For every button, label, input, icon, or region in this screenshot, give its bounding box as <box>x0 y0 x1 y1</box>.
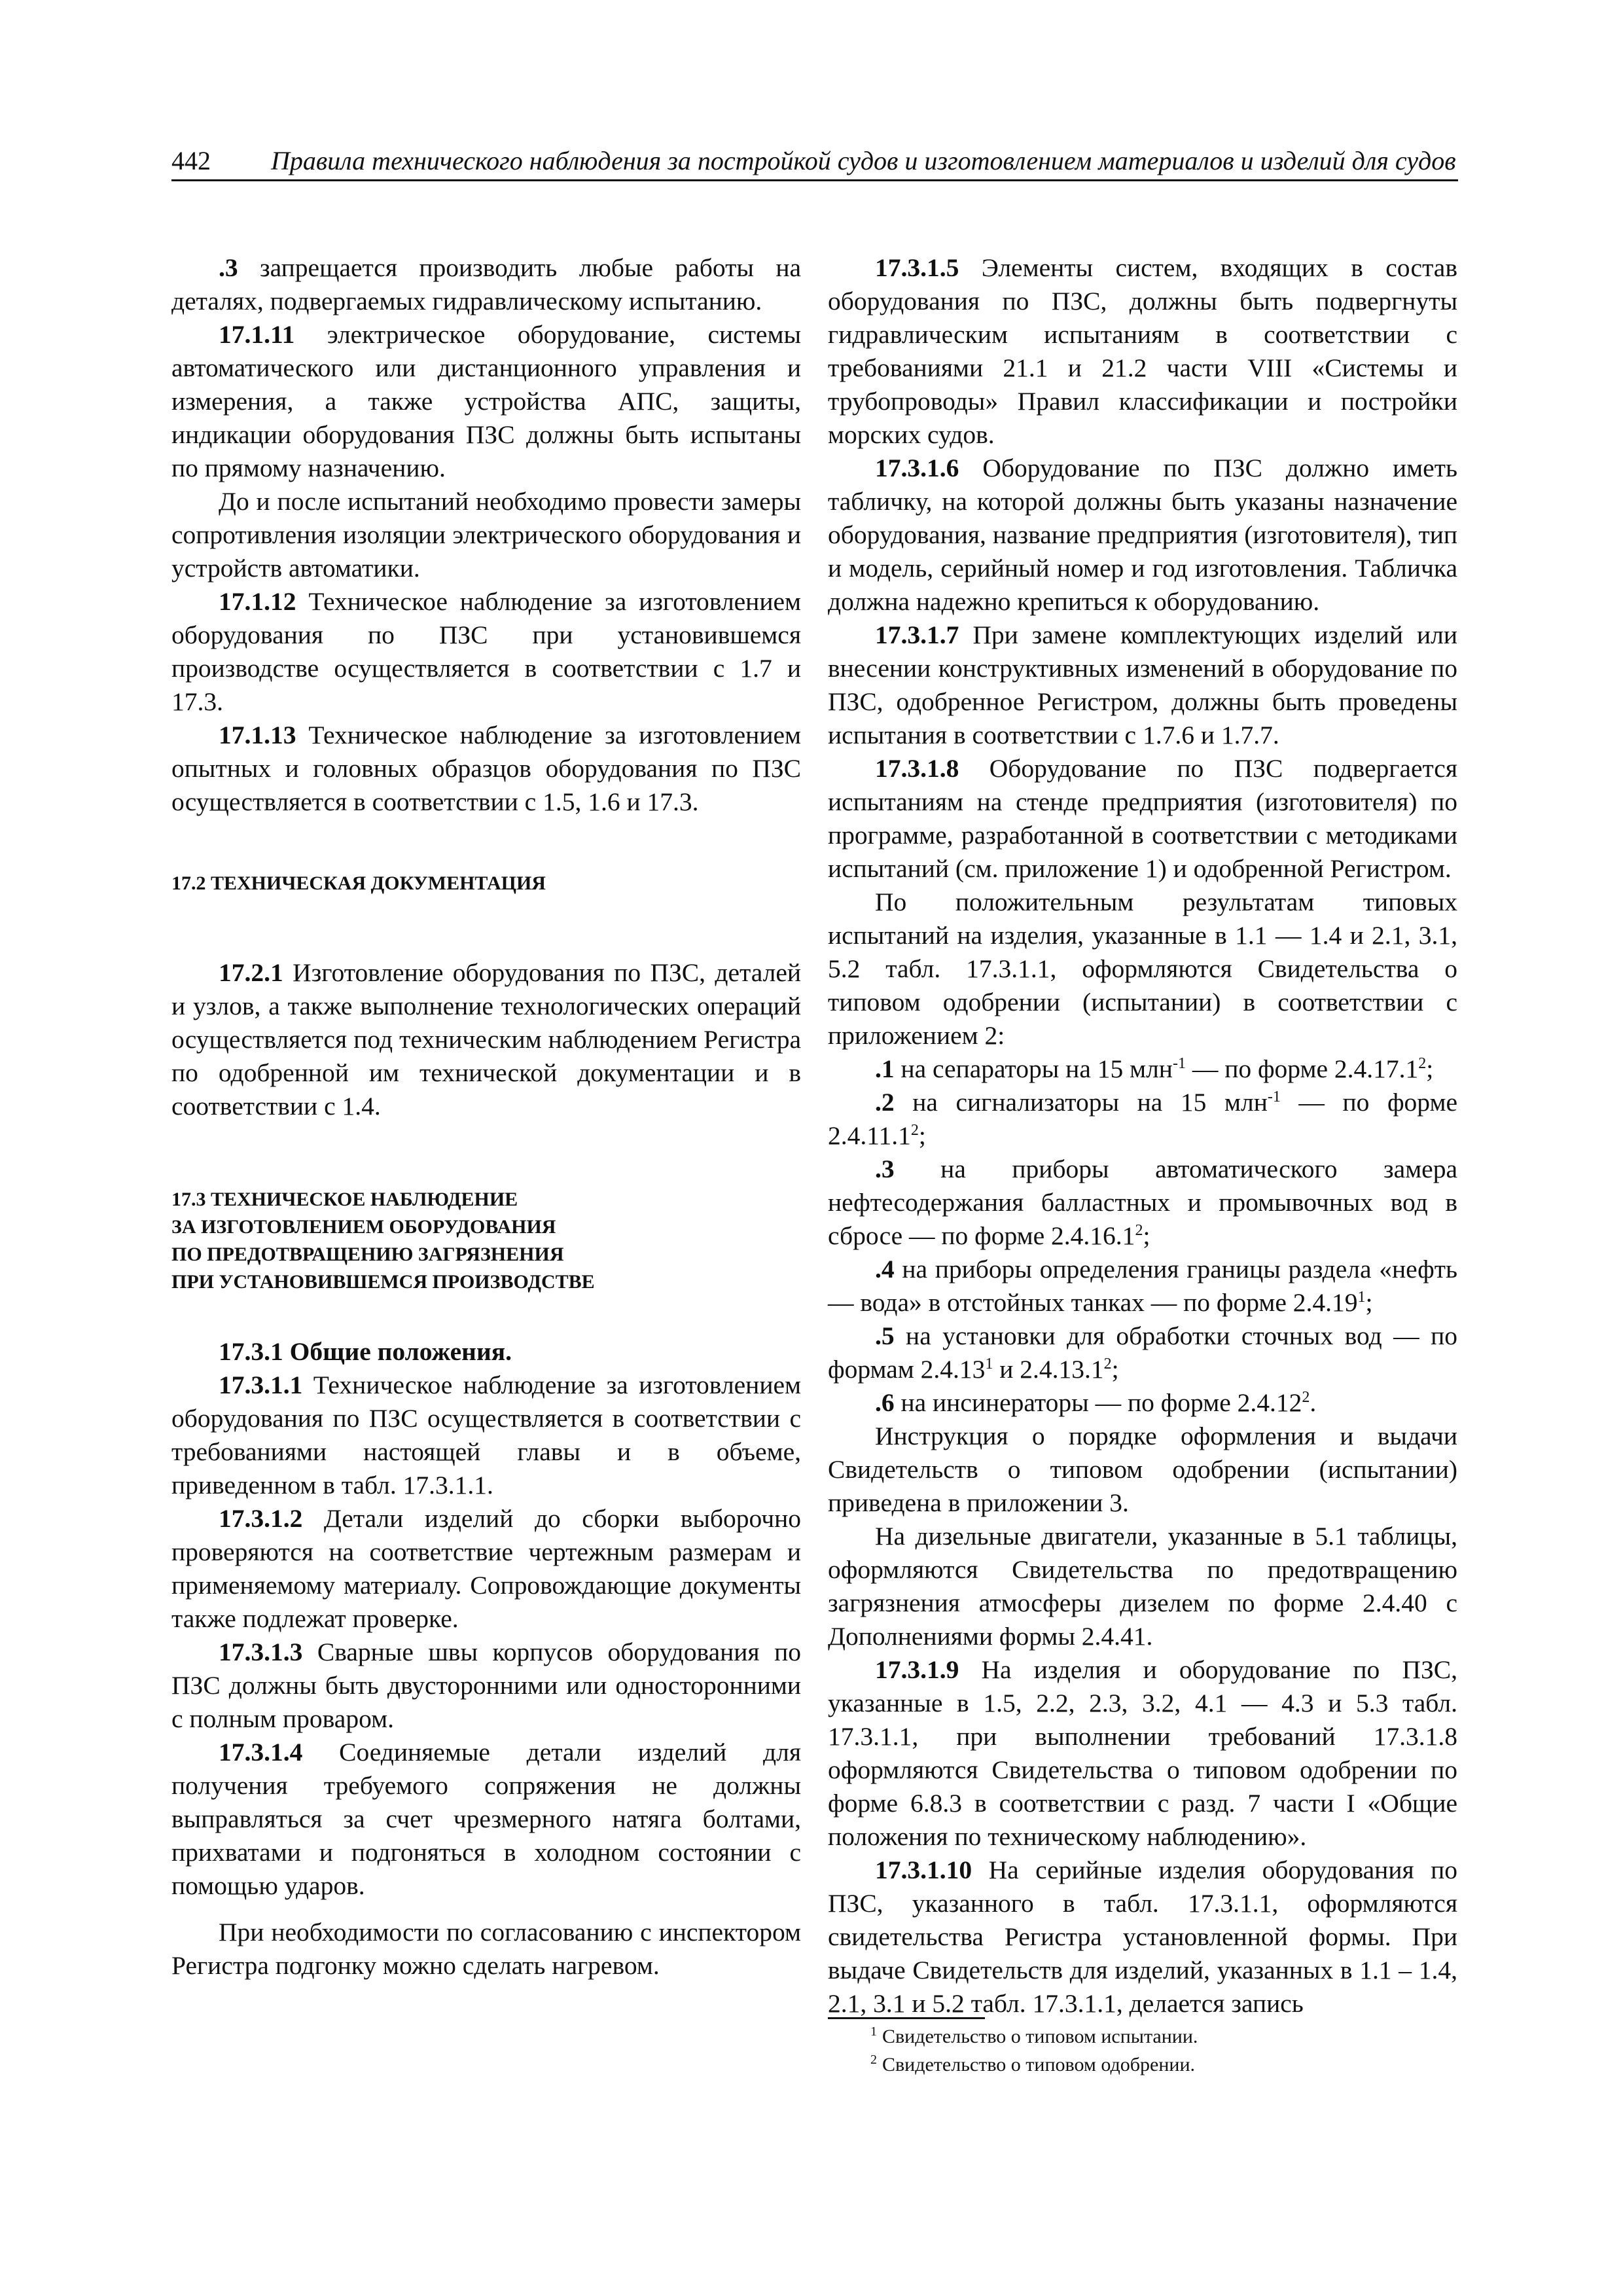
clause-number: 17.3.1.4 <box>219 1738 303 1767</box>
paragraph <box>171 251 801 318</box>
paragraph <box>828 1854 1457 2020</box>
list-text: на инсинераторы — по форме 2.4.12 <box>894 1388 1302 1417</box>
list-item <box>828 1319 1457 1386</box>
list-number: .6 <box>875 1388 895 1417</box>
section-title-line: ЗА ИЗГОТОВЛЕНИЕМ ОБОРУДОВАНИЯ <box>171 1216 556 1238</box>
running-title: Правила технического наблюдения за постройкой судов и изготовлением материалов и изделий для судов <box>271 146 1456 175</box>
section-title-line: ПРИ УСТАНОВИВШЕМСЯ ПРОИЗВОДСТВЕ <box>171 1271 595 1293</box>
clause-number: 17.1.13 <box>219 721 296 749</box>
list-item <box>828 1386 1457 1420</box>
footnote-ref: 1 <box>1357 1288 1366 1306</box>
paragraph-text: Соединяемые детали изделий для получения требуемого сопряжения не должны выправляться за счет чрезмерного натяга болтами, прихватами и подгоняться в холодном состоянии с помощью ударов. <box>171 1738 801 1900</box>
left-column <box>171 251 801 1982</box>
clause-number: 17.3.1.6 <box>875 454 959 482</box>
paragraph <box>171 1369 801 1502</box>
section-title-line: ПО ПРЕДОТВРАЩЕНИЮ ЗАГРЯЗНЕНИЯ <box>171 1244 564 1265</box>
list-text: . <box>1310 1388 1317 1417</box>
paragraph-text: запрещается производить любые работы на деталях, подвергаемых гидравлическому испытанию. <box>171 253 801 315</box>
paragraph <box>171 1636 801 1736</box>
list-item <box>828 1086 1457 1153</box>
subsection-heading: 17.3.1 Общие положения. <box>219 1337 512 1366</box>
footnote-ref: 2 <box>1418 1054 1427 1072</box>
paragraph-text: Детали изделий до сборки выборочно проверяются на соответствие чертежным размерам и применяемому материалу. Сопровождающие документы также подлежат проверке. <box>171 1504 801 1633</box>
list-text: — по форме 2.4.17.1 <box>1185 1054 1419 1083</box>
list-item <box>828 1052 1457 1086</box>
paragraph-text: При замене комплектующих изделий или внесении конструктивных изменений в оборудование по ПЗС, одобренное Регистром, должны быть проведены испытания в соответствии с 1.7.6 и 1.7.7. <box>828 620 1457 749</box>
list-item <box>828 1153 1457 1253</box>
clause-number: 17.3.1.10 <box>875 1856 972 1884</box>
clause-number: 17.3.1.9 <box>875 1655 959 1684</box>
paragraph <box>828 886 1457 1052</box>
clause-number: 17.3.1.5 <box>875 253 959 282</box>
clause-number: 17.3.1.2 <box>219 1504 303 1533</box>
footnotes <box>870 2022 1198 2079</box>
footnote-mark: 2 <box>870 2053 877 2067</box>
list-number: .3 <box>875 1155 895 1183</box>
list-item <box>828 1253 1457 1319</box>
footnote <box>870 2051 1198 2079</box>
list-text: ; <box>1111 1355 1119 1384</box>
list-text: ; <box>918 1121 926 1150</box>
paragraph-text: При необходимости по согласованию с инспектором Регистра подгонку можно сделать нагревом. <box>171 1918 801 1980</box>
clause-number: 17.2.1 <box>219 958 283 987</box>
paragraph-text: По положительным результатам типовых испытаний на изделия, указанные в 1.1 — 1.4 и 2.1, 3.1, 5.2 табл. 17.3.1.1, оформляются Свидетельства о типовом одобрении (испытании) в соответствии с приложением 2: <box>828 888 1457 1050</box>
paragraph <box>828 1420 1457 1520</box>
section-title-17-2: 17.2 ТЕХНИЧЕСКАЯ ДОКУМЕНТАЦИЯ <box>171 872 546 894</box>
list-text: — по форме 2.4.11.1 <box>828 1088 1457 1150</box>
paragraph-text: Техническое наблюдение за изготовлением опытных и головных образцов оборудования по ПЗС осуществляется в соответствии с 1.5, 1.6 и 17.3. <box>171 721 801 816</box>
paragraph-text: Элементы систем, входящих в состав оборудования по ПЗС, должны быть подвергнуты гидравлическим испытаниям в соответствии с требованиями 21.1 и 21.2 части VIII «Системы и трубопроводы» Правил классификации и постройки морских судов. <box>828 253 1457 449</box>
clause-number: 17.3.1.3 <box>219 1638 303 1666</box>
paragraph <box>171 1916 801 1982</box>
footnote-divider <box>828 2017 985 2019</box>
footnote-ref: 1 <box>985 1355 993 1372</box>
paragraph <box>828 251 1457 452</box>
paragraph-text: На изделия и оборудование по ПЗС, указанные в 1.5, 2.2, 2.3, 3.2, 4.1 — 4.3 и 5.3 табл. 17.3.1.1, при выполнении требований 17.3.1.8 оформляются Свидетельства о типовом одобрении по форме 6.8.3 в соответствии с разд. 7 части I «Общие положения по техническому наблюдению». <box>828 1655 1457 1851</box>
list-text: ; <box>1426 1054 1434 1083</box>
paragraph <box>171 485 801 585</box>
clause-number: 17.3.1.1 <box>219 1371 303 1399</box>
footnote-ref: 2 <box>1302 1388 1310 1406</box>
paragraph <box>171 956 801 1123</box>
list-text: на приборы определения границы раздела «нефть — вода» в отстойных танках — по форме 2.4.19 <box>828 1255 1457 1317</box>
paragraph-text: До и после испытаний необходимо провести замеры сопротивления изоляции электрического оборудования и устройств автоматики. <box>171 487 801 583</box>
paragraph <box>828 619 1457 752</box>
page-header <box>171 139 1458 181</box>
list-number: .1 <box>875 1054 895 1083</box>
paragraph <box>828 752 1457 886</box>
paragraph-text: Изготовление оборудования по ПЗС, деталей и узлов, а также выполнение технологических операций осуществляется под техническим наблюдением Регистра по одобренной им технической документации и в соответствии с 1.4. <box>171 958 801 1121</box>
clause-number: 17.3.1.8 <box>875 754 959 783</box>
paragraph <box>171 1502 801 1636</box>
list-number: .5 <box>875 1321 895 1350</box>
footnote-text: Свидетельство о типовом одобрении. <box>882 2054 1196 2075</box>
section-title-line: 17.3 ТЕХНИЧЕСКОЕ НАБЛЮДЕНИЕ <box>171 1189 518 1210</box>
page-number: 442 <box>171 146 211 175</box>
paragraph <box>828 452 1457 619</box>
paragraph <box>171 585 801 719</box>
paragraph <box>828 1653 1457 1854</box>
footnote-ref: 2 <box>1135 1221 1143 1239</box>
footnote-text: Свидетельство о типовом испытании. <box>882 2026 1198 2047</box>
right-column <box>828 251 1457 2020</box>
footnote-ref: 2 <box>1103 1355 1112 1372</box>
list-text: на сигнализаторы на 15 млн <box>894 1088 1268 1117</box>
paragraph-text: Техническое наблюдение за изготовлением оборудования по ПЗС при установившемся производстве осуществляется в соответствии с 1.7 и 17.3. <box>171 587 801 716</box>
list-text: на приборы автоматического замера нефтесодержания балластных и промывочных вод в сбросе — по форме 2.4.16.1 <box>828 1155 1457 1250</box>
superscript: -1 <box>1267 1088 1281 1105</box>
clause-number: 17.1.12 <box>219 587 296 616</box>
footnote-mark: 1 <box>870 2024 877 2039</box>
paragraph-text: На серийные изделия оборудования по ПЗС, указанного в табл. 17.3.1.1, оформляются свидетельства Регистра установленной формы. При выдаче Свидетельств для изделий, указанных в 1.1 – 1.4, 2.1, 3.1 и 5.2 табл. 17.3.1.1, делается запись <box>828 1856 1457 2018</box>
paragraph-text: Оборудование по ПЗС должно иметь табличку, на которой должны быть указаны назначение оборудования, название предприятия (изготовителя), тип и модель, серийный номер и год изготовления. Табличка должна надежно крепиться к оборудованию. <box>828 454 1457 616</box>
footnote <box>870 2022 1198 2051</box>
list-number: .2 <box>875 1088 895 1117</box>
list-text: на сепараторы на 15 млн <box>894 1054 1173 1083</box>
paragraph-text: Сварные швы корпусов оборудования по ПЗС должны быть двусторонними или односторонними с полным проваром. <box>171 1638 801 1733</box>
paragraph-text: Техническое наблюдение за изготовлением оборудования по ПЗС осуществляется в соответствии с требованиями настоящей главы и в объеме, приведенном в табл. 17.3.1.1. <box>171 1371 801 1499</box>
list-text: ; <box>1365 1288 1373 1317</box>
paragraph <box>171 1736 801 1903</box>
paragraph-text: электрическое оборудование, системы автоматического или дистанционного управления и измерения, а также устройства АПС, защиты, индикации оборудования ПЗС должны быть испытаны по прямому назначению. <box>171 320 801 482</box>
paragraph-text: Оборудование по ПЗС подвергается испытаниям на стенде предприятия (изготовителя) по программе, разработанной в соответствии с методиками испытаний (см. приложение 1) и одобренной Регистром. <box>828 754 1457 883</box>
superscript: -1 <box>1172 1054 1186 1072</box>
paragraph-text: На дизельные двигатели, указанные в 5.1 таблицы, оформляются Свидетельства по предотвращению загрязнения атмосферы дизелем по форме 2.4.40 с Дополнениями формы 2.4.41. <box>828 1522 1457 1651</box>
footnote-ref: 2 <box>910 1121 919 1139</box>
paragraph <box>828 1520 1457 1653</box>
list-text: на установки для обработки сточных вод — по формам 2.4.13 <box>828 1321 1457 1384</box>
paragraph-text: Инструкция о порядке оформления и выдачи Свидетельств о типовом одобрении (испытании) приведена в приложении 3. <box>828 1422 1457 1517</box>
list-text: и 2.4.13.1 <box>993 1355 1104 1384</box>
list-text: ; <box>1143 1221 1150 1250</box>
section-title-17-3 <box>171 1186 801 1296</box>
list-number: .4 <box>875 1255 895 1283</box>
paragraph <box>171 719 801 819</box>
paragraph <box>171 318 801 485</box>
clause-number: 17.1.11 <box>219 320 295 349</box>
item-number: .3 <box>219 253 238 282</box>
clause-number: 17.3.1.7 <box>875 620 959 649</box>
